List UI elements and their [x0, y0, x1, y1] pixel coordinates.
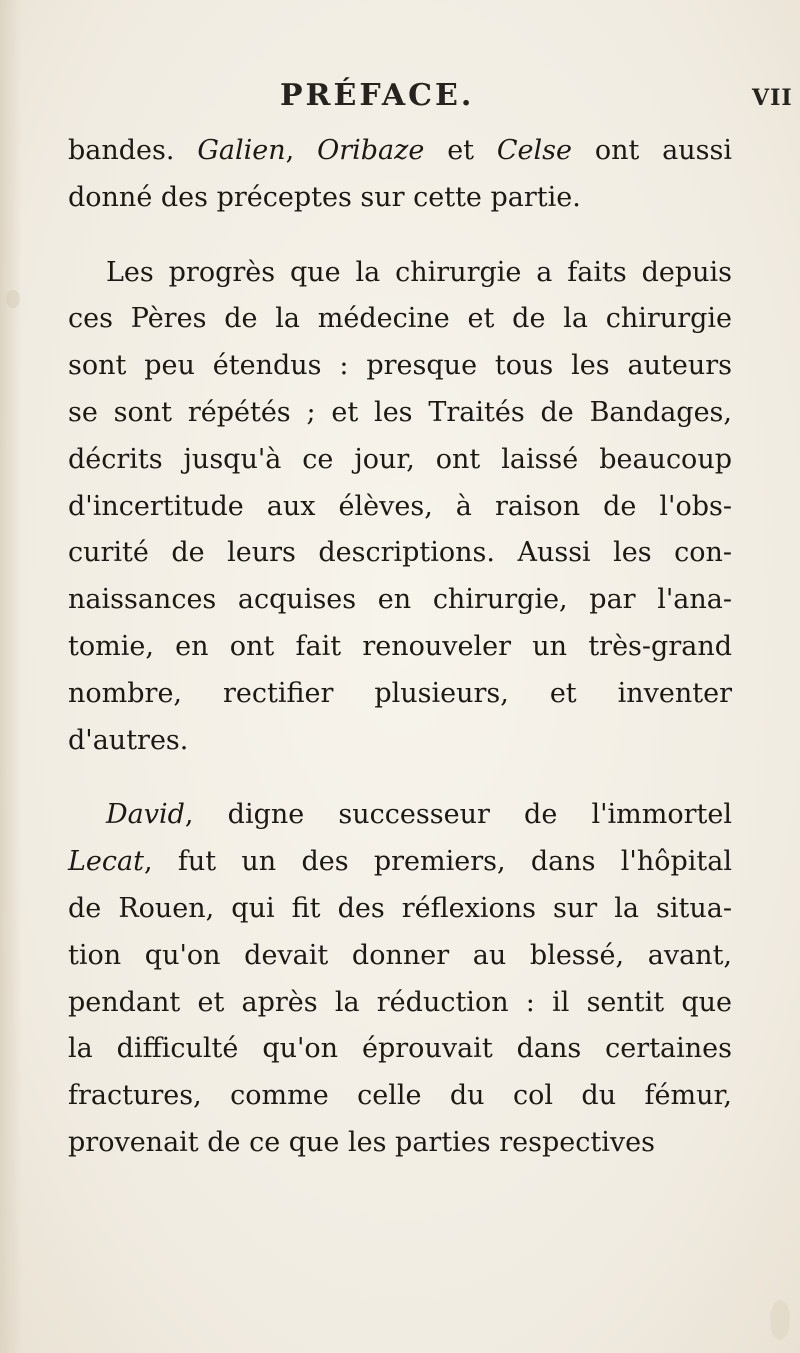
text-run: sont peu étendus : presque tous les auteurs	[68, 350, 732, 382]
running-title: PRÉFACE.	[280, 78, 475, 113]
paragraph-gap	[68, 764, 732, 792]
paper-stain	[770, 1300, 790, 1340]
text-run: se sont répétés ; et les Traités de Bandages,	[68, 396, 732, 428]
body-text	[68, 128, 732, 1167]
text-run: nombre, rectifier plusieurs, et inventer	[68, 677, 732, 709]
text-run: donné des préceptes sur cette partie.	[68, 181, 581, 213]
page-edge-shadow	[0, 0, 22, 1353]
text-run: curité de leurs descriptions. Aussi les con-	[68, 537, 732, 569]
text-line	[68, 437, 732, 484]
text-line	[68, 1120, 732, 1167]
text-run: de Rouen, qui fit des réflexions sur la situa-	[68, 892, 732, 924]
text-run: la difficulté qu'on éprouvait dans certaines	[68, 1033, 732, 1065]
text-line	[68, 390, 732, 437]
text-line	[68, 343, 732, 390]
text-run: d'incertitude aux élèves, à raison de l'obs-	[68, 490, 732, 522]
text-line	[68, 530, 732, 577]
text-run: ont aussi	[571, 135, 733, 166]
text-line	[68, 128, 732, 175]
text-run: pendant et après la réduction : il sentit que	[68, 986, 732, 1018]
paragraph	[68, 128, 732, 222]
text-run: bandes.	[68, 135, 198, 166]
paragraph	[68, 792, 732, 1166]
text-run: provenait de ce que les parties respectives	[68, 1126, 655, 1158]
text-run: tomie, en ont fait renouveler un très-grand	[68, 630, 732, 662]
text-line	[68, 792, 732, 839]
text-run: , digne successeur de l'immortel	[184, 799, 732, 831]
text-line	[68, 933, 732, 980]
text-run: d'autres.	[68, 724, 189, 756]
text-line	[68, 1026, 732, 1073]
text-line	[68, 980, 732, 1027]
text-run: Les progrès que la chirurgie a faits depuis	[106, 256, 732, 288]
text-line	[68, 250, 732, 297]
text-line	[68, 718, 732, 765]
text-run: naissances acquises en chirurgie, par l'ana-	[68, 584, 732, 616]
text-run: tion qu'on devait donner au blessé, avant,	[68, 939, 732, 971]
italic-name: Galien	[197, 135, 286, 166]
italic-name: Lecat	[68, 846, 144, 878]
text-run: , fut un des premiers, dans l'hôpital	[143, 846, 732, 878]
text-line	[68, 1073, 732, 1120]
italic-name: Oribaze	[317, 135, 425, 166]
paragraph	[68, 250, 732, 765]
text-line	[68, 886, 732, 933]
text-run: et	[424, 135, 497, 166]
text-run: ,	[285, 135, 318, 166]
paragraph-gap	[68, 222, 732, 250]
text-line	[68, 624, 732, 671]
text-line	[68, 839, 732, 886]
italic-name: Celse	[496, 135, 572, 166]
text-run: ces Pères de la médecine et de la chirurgie	[68, 303, 732, 335]
page-number: VII	[752, 85, 793, 111]
text-line	[68, 577, 732, 624]
paper-stain	[6, 290, 20, 308]
text-line	[68, 484, 732, 531]
text-line	[68, 175, 732, 222]
text-run: décrits jusqu'à ce jour, ont laissé beaucoup	[68, 443, 732, 475]
text-line	[68, 671, 732, 718]
text-line	[68, 296, 732, 343]
page-header	[110, 78, 800, 118]
text-run: fractures, comme celle du col du fémur,	[68, 1080, 732, 1112]
italic-name: David	[106, 799, 185, 831]
